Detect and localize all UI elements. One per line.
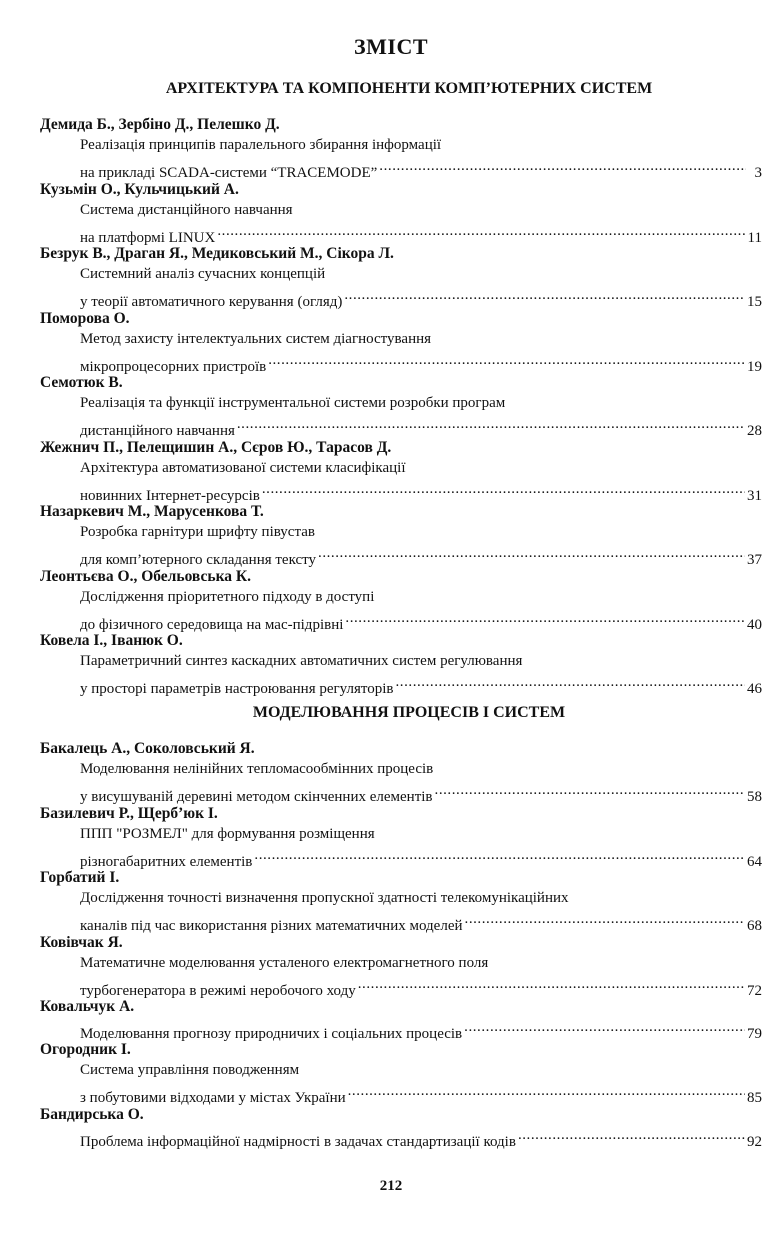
entry-title-last-line [40,780,762,805]
page-number[interactable]: 46 [747,681,762,697]
dot-leader [344,285,745,306]
entry-authors: Ковальчук А. [40,998,135,1015]
entry-title-cont: новинних Інтернет-ресурсів [80,487,260,504]
entry-authors: Базилевич Р., Щерб’юк І. [40,804,218,822]
dot-leader [358,974,745,995]
entry-title-last-line [40,845,762,870]
entry-title-cont: Моделювання прогнозу природничих і соціальних процесів [80,1026,463,1042]
entry-title-last-line [40,1125,762,1150]
entry-title-cont: дистанційного навчання [80,423,235,439]
toc-entry[interactable] [40,803,762,868]
dot-leader [262,479,745,500]
entry-authors: Бандирська О. [40,1105,144,1123]
entry-title: Математичне моделювання усталеного електромагнетного поля [80,954,489,971]
entry-title-cont: на прикладі SCADA-системи “TRACEMODE” [80,165,378,181]
entry-authors: Ковела І., Іванюк О. [40,632,183,649]
page-number[interactable]: 40 [747,616,762,633]
dot-leader [435,780,745,801]
toc-entry[interactable] [40,566,762,631]
entry-title-last-line [40,543,762,568]
page-title: ЗМІСТ [354,34,428,59]
entry-authors: Демида Б., Зербіно Д., Пелешко Д. [40,116,280,133]
entry-title-cont: у просторі параметрів настроювання регуляторів [80,681,394,697]
entry-title-cont: Проблема інформаційної надмірності в задачах стандартизації кодів [80,1133,516,1150]
entry-title-cont: турбогенератора в режимі неробочого ходу [80,982,356,999]
page-number[interactable]: 92 [747,1133,762,1150]
dot-leader [318,543,745,564]
page-number[interactable]: 19 [747,358,762,375]
entry-title: Розробка гарнітури шрифту півустав [80,524,315,540]
dot-leader [217,221,745,242]
toc-entry[interactable] [40,501,762,566]
dot-leader [345,608,745,629]
entry-authors: Поморова О. [40,309,130,327]
dot-leader [396,672,746,693]
section-heading-architecture: АРХІТЕКТУРА ТА КОМПОНЕНТИ КОМП’ЮТЕРНИХ СИСТЕМ [165,80,653,97]
page-number[interactable]: 11 [747,229,762,246]
toc-entry[interactable] [40,179,762,244]
entry-title-last-line [40,350,762,375]
toc-entry[interactable] [40,1039,762,1104]
entry-authors: Назаркевич М., Марусенкова Т. [40,503,264,520]
dot-leader [254,845,745,866]
entry-title-last-line [40,608,762,633]
entry-title-last-line [40,156,762,181]
entry-title: Метод захисту інтелектуальних систем діагностування [80,330,432,347]
section-architecture [40,114,762,695]
entry-title: Системний аналіз сучасних концепцій [80,266,326,282]
section-modeling [40,738,762,1150]
toc-entry[interactable] [40,372,762,437]
dot-leader [348,1081,745,1102]
entry-title-last-line [40,414,762,439]
entry-authors: Горбатий І. [40,869,120,886]
entry-title-last-line [40,672,762,697]
entry-title-last-line [40,1081,762,1106]
entry-title: Дослідження точності визначення пропускної здатності телекомунікаційних [80,890,569,906]
entry-title-cont: у висушуваній деревині методом скінченних елементів [80,789,433,805]
page-number[interactable]: 79 [747,1026,762,1042]
entry-authors: Безрук В., Драган Я., Медиковський М., Сікора Л. [40,245,394,262]
entry-title: Моделювання нелінійних тепломасообмінних процесів [80,761,434,777]
entry-title: Дослідження пріоритетного підходу в доступі [80,588,375,605]
entry-title: Реалізація принципів паралельного збирання інформації [80,137,442,153]
toc-entry[interactable] [40,308,762,373]
entry-title-last-line [40,909,762,934]
entry-title-last-line [40,974,762,999]
entry-title-cont: на платформі LINUX [80,229,216,246]
entry-title-last-line [40,479,762,504]
toc-entry[interactable] [40,630,762,695]
section-heading-modeling: МОДЕЛЮВАННЯ ПРОЦЕСІВ І СИСТЕМ [252,704,566,721]
page-number[interactable]: 64 [747,853,762,870]
page-number[interactable]: 37 [747,552,762,568]
entry-title-last-line [40,221,762,246]
entry-title: Система управління поводженням [80,1062,300,1078]
entry-authors: Семотюк В. [40,374,123,391]
entry-title-cont: мікропроцесорних пристроїв [80,358,267,375]
entry-title-cont: різногабаритних елементів [80,853,253,870]
entry-authors: Бакалець А., Соколовський Я. [40,740,255,757]
toc-entry[interactable] [40,243,762,308]
page-number[interactable]: 28 [747,423,762,439]
entry-title-cont: у теорії автоматичного керування (огляд) [80,294,343,310]
entry-title-cont: каналів під час використання різних математичних моделей [80,918,463,934]
entry-title-last-line [40,285,762,310]
toc-entry[interactable] [40,867,762,932]
toc-entry[interactable] [40,437,762,502]
page-number[interactable]: 58 [747,789,762,805]
entry-title-cont: до фізичного середовища на мас-підрівні [80,616,344,633]
page-number[interactable]: 85 [747,1090,762,1106]
dot-leader [518,1125,745,1146]
toc-entry[interactable] [40,1104,762,1150]
entry-authors: Жежнич П., Пелещишин А., Сєров Ю., Тарасов Д. [40,438,392,456]
entry-title: Реалізація та функції інструментальної системи розробки програм [80,395,506,411]
dot-leader [464,1017,745,1038]
entry-title-last-line [40,1017,762,1042]
entry-title: Архітектура автоматизованої системи класифікації [80,459,406,476]
dot-leader [379,156,746,177]
toc-entry[interactable] [40,114,762,179]
entry-title: Система дистанційного навчання [80,201,293,218]
dot-leader [237,414,745,435]
page-number[interactable]: 15 [747,294,762,310]
entry-authors: Огородник І. [40,1041,131,1058]
page-number[interactable]: 72 [747,982,762,999]
entry-authors: Кузьмін О., Кульчицький А. [40,180,239,198]
page-number[interactable]: 68 [747,918,762,934]
entry-title-cont: з побутовими відходами у містах України [80,1090,346,1106]
entry-authors: Ковівчак Я. [40,933,123,951]
page-number[interactable]: 3 [754,165,762,181]
dot-leader [268,350,745,371]
toc-entry[interactable] [40,996,762,1042]
entry-title-cont: для комп’ютерного складання тексту [80,552,317,568]
page-folio: 212 [379,1178,403,1194]
entry-title: ППП "РОЗМЕЛ" для формування розміщення [80,825,375,842]
entry-authors: Леонтьєва О., Обельовська К. [40,567,251,585]
toc-entry[interactable] [40,932,762,997]
page-number[interactable]: 31 [747,487,762,504]
entry-title: Параметричний синтез каскадних автоматичних систем регулювання [80,653,523,669]
dot-leader [465,909,745,930]
toc-entry[interactable] [40,738,762,803]
